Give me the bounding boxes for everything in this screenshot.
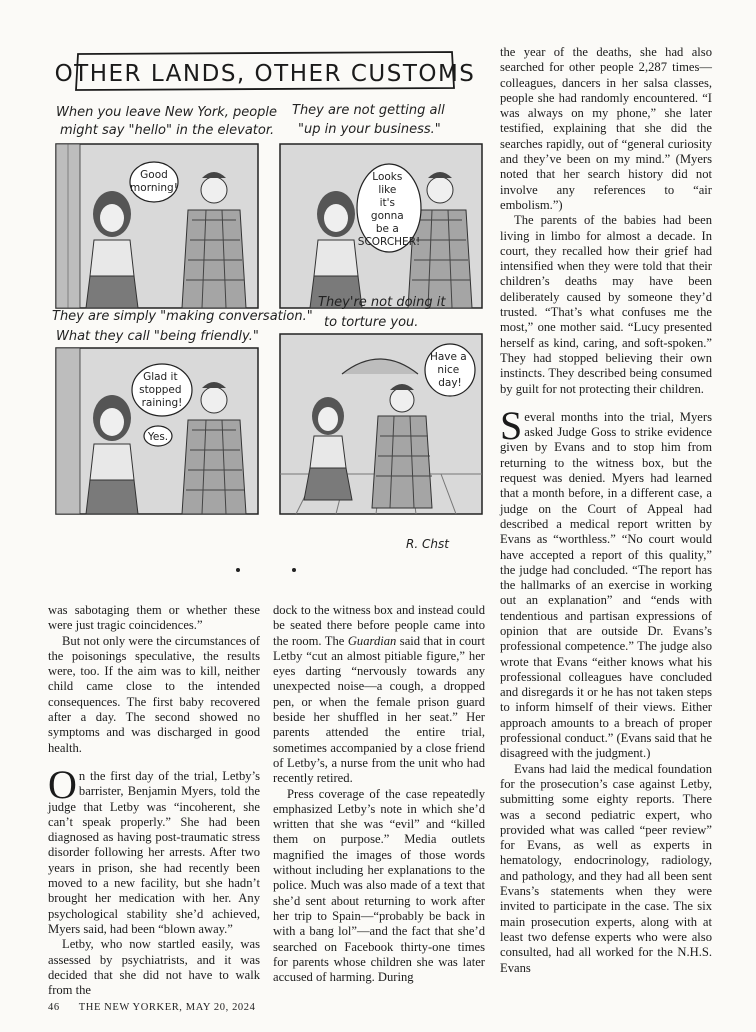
panel-1-bubble-line-1: Good <box>140 169 168 181</box>
article-column-3 <box>500 45 712 976</box>
article-column-1 <box>48 603 260 998</box>
col3-paragraph-1: the year of the deaths, she had also searched for other people 2,287 times—colleagues, dancers in her salsa classes, people she had randomly encountered. “I was always on my phone,” she later testified, explaining that she did the searches rapidly, out of “general curiosity and they’ve been on my mind.” (Myers noted that her search history did not involve any references to “air embolism.”) <box>500 45 712 212</box>
cartoon-panel-1 <box>56 105 277 308</box>
drop-cap-s: S <box>500 402 523 448</box>
panel-4-bubble-line-1: Have a <box>429 351 467 363</box>
svg-text:They are simply "making conver <box>52 309 313 324</box>
panel-4-caption-line-2: to torture you. <box>324 315 419 330</box>
col1-paragraph-2: But not only were the circumstances of the poisonings speculative, the results were, too. If the aim was to kill, neither child came close to the intended consequences. The first baby recovered after a day. The second showed no symptoms and was discharged in good health. <box>48 633 260 755</box>
panel-2-bubble-line-2: like <box>378 184 397 196</box>
panel-4-caption-line-1: They're not doing it <box>318 295 446 310</box>
col1-paragraph-3 <box>48 761 260 937</box>
page-footer <box>48 1002 488 1013</box>
svg-text:What they call "being friendly <box>56 329 259 344</box>
panel-2-bubble-line-3: it's <box>379 197 396 209</box>
col2-paragraph-2: Press coverage of the case repeatedly emphasized Letby’s note in which she’d written that she was “evil” and “killed them on purpose.” Media outlets magnified the images of those words without including her explanations to the police. Much was also made of a text that she’d sent about returning to work after her trip to Spain—“probably be back in with a bang lol”—and the fact that she’d searched on Facebook thirty-one times for parents whose children she was later accused of harming. During <box>273 786 485 985</box>
col2-paragraph-1-b: said that in court Letby “cut an almost pitiable figure,” her eyes darting “nervously towards any unexpected noise—a cough, a dropped pen, or when the female prison guard beside her shuffled in her seat.” Her parents attended the entire trial, sometimes accompanied by a close friend of Letby’s, a nurse from the unit who had recently retired. <box>273 633 485 786</box>
panel-1-caption-line-1: When you leave New York, people <box>56 105 278 120</box>
col1-paragraph-1: was sabotaging them or whether these were just tragic coincidences.” <box>48 603 260 633</box>
cartoon-signature: R. Chst <box>406 537 449 551</box>
col2-paragraph-1-a: dock to the witness box and instead could be seated there before people came into the room. The <box>273 603 485 648</box>
svg-text:to torture you. <box>324 315 418 330</box>
panel-3-bubble2: Yes. <box>147 431 169 443</box>
panel-2-caption-line-1: They are not getting all <box>292 103 445 118</box>
svg-text:"up in your business." <box>298 122 441 137</box>
cartoon-title: OTHER LANDS, OTHER CUSTOMS <box>54 61 476 87</box>
panel-4-bubble-line-2: nice <box>437 364 460 376</box>
svg-text:Glad it stopped ra <box>139 371 185 409</box>
panel-3-bubble-line-2: stopped <box>139 384 182 396</box>
col3-paragraph-2: The parents of the babies had been living in limbo for almost a decade. In court, they recalled how their grief had intensified when they were told that their children’s deaths may have been deliberately caused by someone they’d trusted. “That’s what confuses me the most,” one mother said. “Lucy presented herself as kind, caring, and soft-spoken.” They had stopped believing their own instincts. They described being consumed by guilt for not protecting their children. <box>500 213 712 396</box>
separator-dot-right <box>292 568 296 572</box>
panel-3-caption-line-2: What they call "being friendly." <box>56 329 259 344</box>
svg-text:They're not doing it <box>318 295 446 310</box>
publication-line: THE NEW YORKER, MAY 20, 2024 <box>78 1002 256 1013</box>
panel-2-bubble-line-6: SCORCHER! <box>357 236 421 248</box>
cartoon <box>46 44 486 574</box>
cartoon-title-banner <box>55 52 476 90</box>
panel-4-bubble-line-3: day! <box>438 377 462 389</box>
panel-3-caption-line-1: They are simply "making conversation." <box>52 309 313 324</box>
col2-paragraph-1 <box>273 603 485 787</box>
panel-3-bubble-line-3: raining! <box>141 397 183 409</box>
svg-text:might say "hello" in the eleva <box>60 123 274 138</box>
article-column-2 <box>273 603 485 985</box>
panel-2-bubble-line-5: be a <box>375 223 399 235</box>
guardian-italic: Guardian <box>347 633 397 648</box>
separator-dot-left <box>236 568 240 572</box>
cartoon-panel-4 <box>280 295 482 514</box>
col1-paragraph-4: Letby, who now startled easily, was assessed by psychiatrists, and it was decided that she did not have to walk from the <box>48 937 260 998</box>
cartoon-panel-3 <box>52 309 313 514</box>
col3-paragraph-3-text: everal months into the trial, Myers asked Judge Goss to strike evidence given by Evans and to stop him from returning to the witness box, but the request was denied. Myers had learned that a month before, in a different case, a judge on the Court of Appeal had described a medical report written by Evans as “worthless.” “No court would have accepted a report of this quality,” the judge had concluded. “The report has the hallmarks of an exercise in working out an explanation” and “ends with tendentious and partisan expressions of opinion that are outside Dr. Evans’s professional competence.” The judge also wrote that Evans “either knows what his professional colleagues have concluded and disregards it or he has not taken steps to inform himself of their views. Either approach amounts to a breach of proper professional conduct.” (Evans said that he disagreed with the judgment.) <box>500 409 712 761</box>
svg-text:Yes. <box>147 431 168 443</box>
svg-text:They are not getting all <box>292 103 445 118</box>
page-number: 46 <box>48 1002 60 1013</box>
panel-1-caption-line-2: might say "hello" in the elevator. <box>60 123 275 138</box>
col1-paragraph-3-text: n the first day of the trial, Letby’s barrister, Benjamin Myers, told the judge that Letby was “incoherent, she can’t speak properly.” She had been diagnosed as having post-traumatic stress disorder following her arrests. After two years in prison, she had recently been moved to a new facility, but she hadn’t brought her medication with her. Any psychological stability she’d achieved, Myers said, had been “blown away.” <box>48 768 260 936</box>
panel-1-bubble-line-2: morning! <box>130 182 178 194</box>
cartoon-panel-2 <box>280 103 482 308</box>
col3-paragraph-3 <box>500 402 712 762</box>
panel-2-caption-line-2: "up in your business." <box>298 122 441 137</box>
col3-paragraph-4: Evans had laid the medical foundation for the prosecution’s case against Letby, submitting some eighty reports. There was a second pediatric expert, who provided what was called “peer review” for Evans, as well as experts in hematology, endocrinology, radiology, and pathology, and they had all been sent Evans’s statements when they were invited to participate in the case. The six main prosecution experts, along with at least two defense experts who were also consulted, had all worked for the N.H.S. Evans <box>500 761 712 975</box>
panel-2-bubble-line-4: gonna <box>370 210 404 222</box>
panel-2-bubble-line-1: Looks <box>372 171 403 183</box>
panel-3-bubble-line-1: Glad it <box>143 371 178 383</box>
drop-cap-o: O <box>48 761 77 807</box>
svg-text:When you leave New York, peopl <box>56 105 277 120</box>
